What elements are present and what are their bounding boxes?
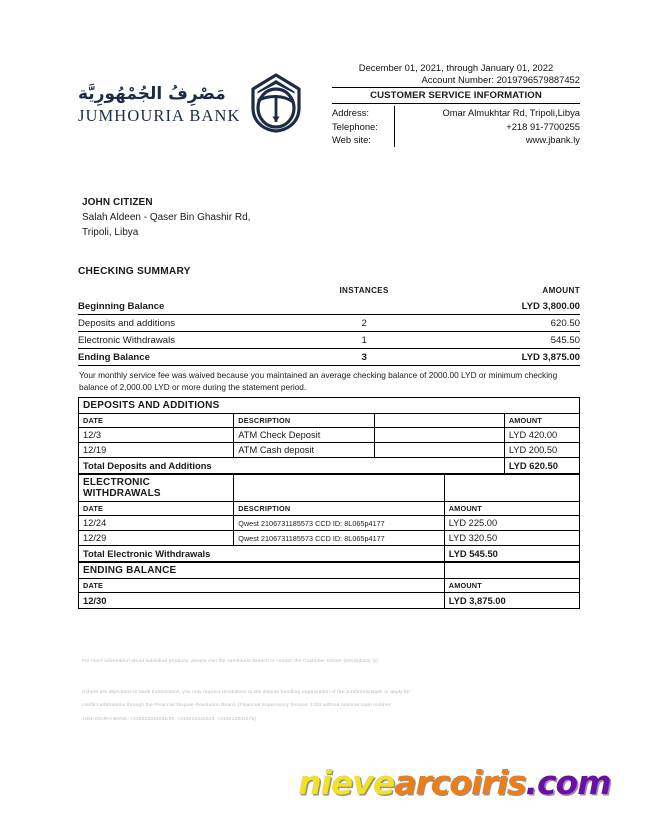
deposits-total-row [79, 458, 580, 474]
summary-blank-header [78, 284, 309, 299]
withdrawals-title-spacer-2 [444, 475, 579, 502]
ending-balance-header-row [79, 579, 580, 593]
summary-row-label: Deposits and additions [78, 315, 309, 332]
checking-summary-title: CHECKING SUMMARY [78, 265, 191, 277]
telephone-label: Telephone: [332, 120, 378, 132]
deposits-total-label: Total Deposits and Additions [79, 458, 375, 474]
summary-row-beginning-balance [78, 298, 580, 315]
withdrawals-header-row [79, 502, 580, 516]
customer-address-line-2: Tripoli, Libya [82, 226, 139, 238]
statement-body [0, 266, 648, 610]
statement-period: December 01, 2021, through January 01, 2022 [358, 62, 554, 73]
table-row [79, 443, 580, 458]
deposits-total-amount: LYD 620.50 [504, 458, 579, 474]
bank-name-english: JUMHOURIA BANK [78, 105, 241, 125]
summary-row-amount: LYD 3,800.00 [521, 300, 580, 312]
ending-balance-title: ENDING BALANCE [79, 563, 445, 579]
deposits-total-blank [374, 458, 504, 474]
table-row [79, 428, 580, 443]
withdrawals-date-header: DATE [79, 502, 234, 516]
fine-print-line-2: If there are objections to bank transactions, you may request resolutions to the dispute handling organisation of the Jumhouria Bank or apply for [82, 689, 411, 695]
withdrawals-total-amount: LYD 545.50 [444, 546, 579, 562]
statement-period-block [332, 62, 580, 87]
withdrawals-table [78, 474, 580, 562]
summary-row-ending-balance [78, 349, 580, 366]
summary-row-amount: 545.50 [419, 332, 580, 349]
address-value: Omar Almukhtar Rd, Tripoli,Libya [442, 106, 580, 118]
summary-row-label: Beginning Balance [78, 300, 165, 312]
deposit-amount: LYD 420.00 [504, 428, 579, 443]
summary-row-amount: LYD 3,875.00 [419, 349, 580, 366]
website-label: Web site: [332, 134, 371, 146]
table-row [79, 516, 580, 531]
ending-balance-title-spacer [444, 563, 579, 579]
watermark-part-2: arcoiris [394, 763, 526, 802]
ending-balance-amount-header: AMOUNT [444, 579, 579, 593]
ending-balance-title-row [79, 563, 580, 579]
withdrawals-amount-header: AMOUNT [444, 502, 579, 516]
summary-row-deposits [78, 315, 580, 332]
summary-amount-header: AMOUNT [542, 286, 580, 296]
summary-row-amount: 620.50 [419, 315, 580, 332]
deposits-header-row [79, 414, 580, 428]
checking-summary-table [78, 284, 580, 367]
customer-service-title: CUSTOMER SERVICE INFORMATION [370, 89, 542, 101]
summary-row-instances: 1 [309, 332, 419, 349]
deposits-section-title-row [79, 398, 580, 414]
table-row [79, 531, 580, 546]
bank-name-arabic: مَصْرِفُ الجُمْهُورِيَّة [78, 84, 226, 105]
bank-shield-logo-icon [249, 72, 303, 139]
watermark-part-3: .com [525, 763, 611, 802]
deposits-date-header: DATE [79, 414, 234, 428]
deposits-table [78, 397, 580, 474]
withdrawal-description: Qwest 2106731185573 CCD ID: 8L065p4177 [234, 516, 444, 531]
summary-header-row [78, 284, 580, 299]
statement-meta [332, 62, 580, 147]
withdrawal-amount: LYD 320.50 [444, 531, 579, 546]
fine-print-line-1: For more information about individual products, please visit the Jumhouria Branch or contact the Customer Center (info@jbank.ly) [82, 659, 378, 665]
deposit-date: 12/19 [79, 443, 234, 458]
customer-address-line-1: Salah Aldeen - Qaser Bin Ghashir Rd, [82, 211, 251, 223]
fine-print-block [0, 609, 648, 726]
withdrawals-section-title-row [79, 475, 580, 502]
summary-row-instances: 2 [309, 315, 419, 332]
bank-name-block [78, 85, 241, 126]
address-label: Address: [332, 106, 369, 118]
statement-header [0, 0, 648, 147]
ending-balance-date-header: DATE [79, 579, 445, 593]
service-fee-note: Your monthly service fee was waived because you maintained an average checking balance of 2000.00 LYD or minimum checking balance of 2,000.00 LYD or more during the statement period. [79, 370, 558, 392]
withdrawals-total-blank [234, 546, 444, 562]
ending-balance-amount: LYD 3,875.00 [444, 593, 579, 609]
deposit-amount: LYD 200.50 [504, 443, 579, 458]
deposits-blank-header [374, 414, 504, 428]
fine-print-line-4: JUMHOURIA BANK: +218213334031/35, +218214442543, +218213331975) [82, 716, 257, 722]
customer-name: JOHN CITIZEN [82, 196, 153, 208]
customer-service-labels [332, 106, 394, 147]
deposits-description-header: DESCRIPTION [234, 414, 374, 428]
customer-service-block [332, 103, 580, 147]
deposit-blank [374, 428, 504, 443]
customer-address-block [0, 147, 648, 240]
watermark-logo [298, 763, 611, 802]
deposit-blank [374, 443, 504, 458]
website-value: www.jbank.ly [525, 134, 580, 146]
withdrawal-date: 12/24 [79, 516, 234, 531]
deposits-title: DEPOSITS AND ADDITIONS [79, 398, 580, 414]
watermark-part-1: nieve [298, 763, 395, 802]
summary-row-instances: 3 [309, 349, 419, 366]
withdrawals-description-header: DESCRIPTION [234, 502, 444, 516]
summary-instances-header: INSTANCES [339, 286, 389, 296]
fine-print-line-3: conflict arbitrations through the Financial Dispute Resolution Board. (Financial Supervisory Service: 1332 without national code number; [82, 703, 392, 709]
account-number: Account Number: 2019796579887452 [421, 74, 580, 86]
bank-logo [78, 62, 328, 139]
summary-row-instances [309, 298, 419, 315]
deposit-description: ATM Cash deposit [234, 443, 374, 458]
table-row [79, 593, 580, 609]
ending-balance-table [78, 562, 580, 609]
withdrawal-amount: LYD 225.00 [444, 516, 579, 531]
summary-row-withdrawals [78, 332, 580, 349]
deposit-description: ATM Check Deposit [234, 428, 374, 443]
withdrawal-description: Qwest 2106731185573 CCD ID: 8L065p4177 [234, 531, 444, 546]
customer-service-values [394, 106, 580, 147]
withdrawals-total-row [79, 546, 580, 562]
withdrawal-date: 12/29 [79, 531, 234, 546]
deposits-amount-header: AMOUNT [504, 414, 579, 428]
withdrawals-title: ELECTRONIC WITHDRAWALS [79, 475, 234, 502]
deposit-date: 12/3 [79, 428, 234, 443]
summary-row-label: Ending Balance [78, 349, 309, 366]
withdrawals-title-spacer [234, 475, 444, 502]
telephone-value: +218 91-7700255 [506, 120, 580, 132]
summary-row-label: Electronic Withdrawals [78, 332, 309, 349]
withdrawals-total-label: Total Electronic Withdrawals [79, 546, 234, 562]
fine-print-paragraph-2 [82, 686, 570, 727]
ending-balance-date: 12/30 [79, 593, 445, 609]
